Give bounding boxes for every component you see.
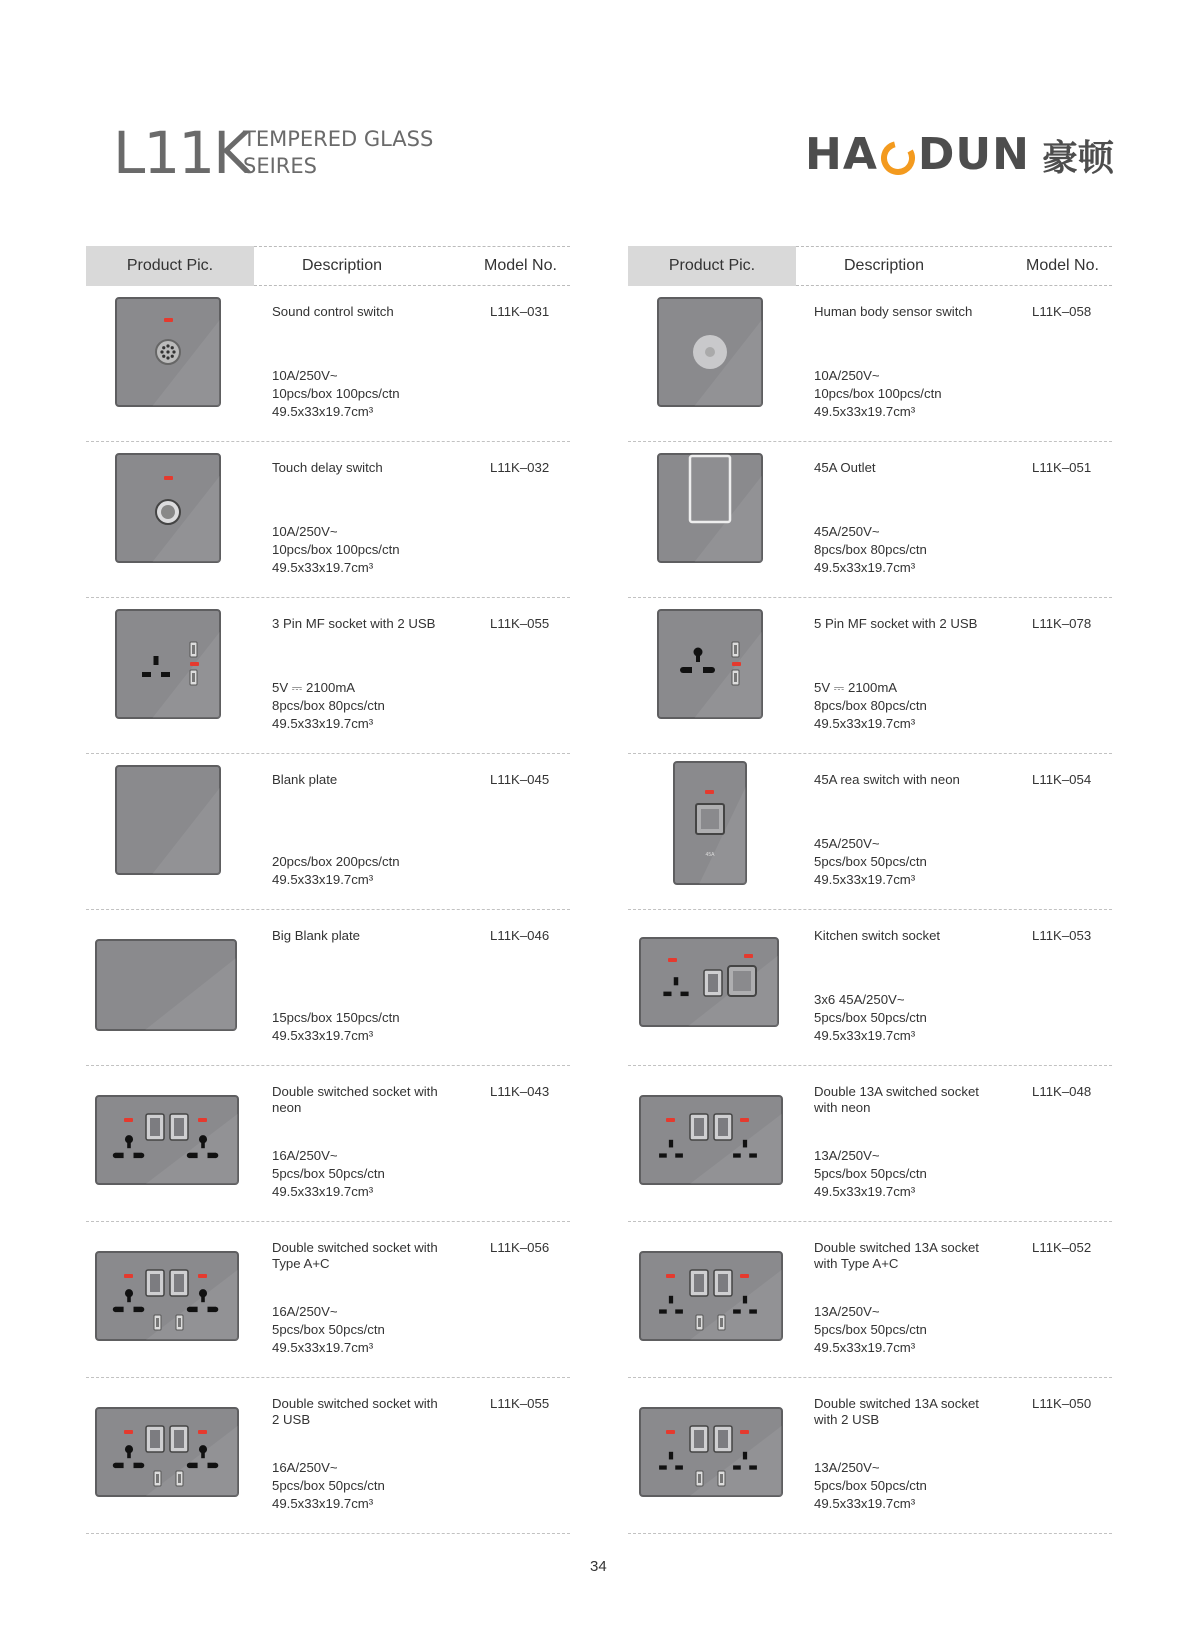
series-line-2: SEIRES (243, 154, 317, 178)
product-row (86, 910, 570, 1066)
spec-line: 5pcs/box 50pcs/ctn (814, 1322, 927, 1337)
spec-line: 49.5x33x19.7cm³ (814, 872, 916, 887)
header-product-pic: Product Pic. (628, 246, 796, 286)
spec-line: 15pcs/box 150pcs/ctn (272, 1010, 400, 1025)
spec-line: 49.5x33x19.7cm³ (272, 716, 374, 731)
product-spec (814, 991, 927, 1045)
spec-line: 49.5x33x19.7cm³ (814, 1340, 916, 1355)
spec-line: 49.5x33x19.7cm³ (272, 404, 374, 419)
spec-line: 5pcs/box 50pcs/ctn (272, 1478, 385, 1493)
product-description: Double switched socket with 2 USB (272, 1396, 438, 1427)
spec-line: 49.5x33x19.7cm³ (814, 560, 916, 575)
product-spec (814, 835, 927, 889)
double-13a-socket-icon (628, 1066, 796, 1221)
spec-line: 5V ⎓ 2100mA (814, 680, 898, 695)
product-model-no: L11K–048 (1032, 1084, 1092, 1099)
spec-line: 5pcs/box 50pcs/ctn (814, 1010, 927, 1025)
spec-line: 49.5x33x19.7cm³ (814, 1184, 916, 1199)
spec-line: 49.5x33x19.7cm³ (272, 872, 374, 887)
spec-line: 5pcs/box 50pcs/ctn (814, 1166, 927, 1181)
spec-line: 8pcs/box 80pcs/ctn (814, 698, 927, 713)
product-spec (814, 523, 927, 577)
spec-line: 20pcs/box 200pcs/ctn (272, 854, 400, 869)
product-description: Touch delay switch (272, 460, 383, 475)
product-spec (272, 1303, 385, 1357)
double-socket-usb-icon (86, 1378, 254, 1533)
spec-line: 49.5x33x19.7cm³ (814, 1496, 916, 1511)
spec-line: 13A/250V~ (814, 1304, 880, 1319)
blank-plate-icon (86, 754, 254, 909)
spec-line: 49.5x33x19.7cm³ (272, 1184, 374, 1199)
product-description: 3 Pin MF socket with 2 USB (272, 616, 436, 631)
spec-line: 49.5x33x19.7cm³ (272, 1496, 374, 1511)
product-spec (814, 1303, 927, 1357)
switch-45a-icon (628, 754, 796, 909)
product-spec (272, 1459, 385, 1513)
svg-text:45A: 45A (705, 852, 715, 858)
spec-line: 5pcs/box 50pcs/ctn (272, 1322, 385, 1337)
product-model-no: L11K–050 (1032, 1396, 1092, 1411)
touch-delay-switch-icon (86, 442, 254, 597)
product-model-no: L11K–055 (490, 616, 550, 631)
product-description: Double switched socket with Type A+C (272, 1240, 438, 1271)
spec-line: 45A/250V~ (814, 524, 880, 539)
product-spec (272, 679, 385, 733)
product-model-no: L11K–045 (490, 772, 550, 787)
product-spec (814, 1147, 927, 1201)
spec-line: 5V ⎓ 2100mA (272, 680, 356, 695)
brand-chinese: 豪顿 (1041, 137, 1114, 179)
spec-line: 8pcs/box 80pcs/ctn (272, 698, 385, 713)
product-row (628, 754, 1112, 910)
spec-line: 49.5x33x19.7cm³ (272, 1340, 374, 1355)
product-model-no: L11K–032 (490, 460, 550, 475)
table-header (86, 246, 570, 286)
spec-line: 13A/250V~ (814, 1460, 880, 1475)
spec-line: 49.5x33x19.7cm³ (814, 716, 916, 731)
product-spec (814, 1459, 927, 1513)
spec-line: 49.5x33x19.7cm³ (814, 404, 916, 419)
spec-line: 16A/250V~ (272, 1460, 338, 1475)
spec-line: 13A/250V~ (814, 1148, 880, 1163)
product-spec (814, 367, 942, 421)
spec-line: 10pcs/box 100pcs/ctn (272, 386, 400, 401)
double-socket-icon (86, 1066, 254, 1221)
big-blank-plate-icon (86, 910, 254, 1065)
spec-line: 5pcs/box 50pcs/ctn (814, 1478, 927, 1493)
product-model-no: L11K–054 (1032, 772, 1092, 787)
product-spec (272, 523, 400, 577)
product-model-no: L11K–053 (1032, 928, 1092, 943)
spec-line: 5pcs/box 50pcs/ctn (814, 854, 927, 869)
product-row (628, 1378, 1112, 1534)
spec-line: 45A/250V~ (814, 836, 880, 851)
product-description: 45A rea switch with neon (814, 772, 960, 787)
product-row (86, 1222, 570, 1378)
product-model-no: L11K–052 (1032, 1240, 1092, 1255)
brand-text-start: HA (805, 129, 878, 180)
spec-line: 8pcs/box 80pcs/ctn (814, 542, 927, 557)
spec-line: 5pcs/box 50pcs/ctn (272, 1166, 385, 1181)
product-description: Kitchen switch socket (814, 928, 941, 943)
spec-line: 10A/250V~ (272, 524, 338, 539)
product-row (86, 598, 570, 754)
product-description: Double switched socket with neon (272, 1084, 438, 1115)
header-description: Description (302, 257, 383, 274)
header-description: Description (844, 257, 925, 274)
product-model-no: L11K–055 (490, 1396, 550, 1411)
spec-line: 10pcs/box 100pcs/ctn (814, 386, 942, 401)
kitchen-socket-icon (628, 910, 796, 1065)
product-model-no: L11K–046 (490, 928, 550, 943)
product-row (628, 1222, 1112, 1378)
spec-line: 10pcs/box 100pcs/ctn (272, 542, 400, 557)
header-model-no: Model No. (484, 257, 557, 274)
product-spec (272, 853, 400, 889)
product-spec (272, 1009, 400, 1045)
page-number: 34 (590, 1558, 607, 1575)
product-table-left (86, 246, 570, 1534)
sensor-switch-icon (628, 286, 796, 441)
product-spec (272, 1147, 385, 1201)
spec-line: 10A/250V~ (272, 368, 338, 383)
spec-line: 16A/250V~ (272, 1304, 338, 1319)
series-subtitle (243, 126, 433, 180)
product-row (628, 442, 1112, 598)
product-row (628, 910, 1112, 1066)
spec-line: 49.5x33x19.7cm³ (272, 560, 374, 575)
product-row (86, 286, 570, 442)
product-spec (814, 679, 927, 733)
spec-line: 16A/250V~ (272, 1148, 338, 1163)
brand-text-end: DUN (917, 129, 1030, 180)
product-spec (272, 367, 400, 421)
product-description: Blank plate (272, 772, 338, 787)
spec-line: 3x6 45A/250V~ (814, 992, 905, 1007)
product-row (86, 442, 570, 598)
spec-line: 10A/250V~ (814, 368, 880, 383)
product-model-no: L11K–051 (1032, 460, 1092, 475)
product-model-no: L11K–056 (490, 1240, 550, 1255)
product-description: Double switched 13A socket with 2 USB (814, 1396, 979, 1427)
sound-control-switch-icon (86, 286, 254, 441)
double-socket-usb-icon (86, 1222, 254, 1377)
product-model-no: L11K–078 (1032, 616, 1092, 631)
product-description: Double 13A switched socket with neon (814, 1084, 979, 1115)
series-code: L11K (113, 119, 250, 187)
product-row (628, 598, 1112, 754)
product-description: Big Blank plate (272, 928, 360, 943)
header-product-pic: Product Pic. (86, 246, 254, 286)
outlet-45a-icon (628, 442, 796, 597)
double-13a-socket-usb-icon (628, 1222, 796, 1377)
usb-socket-5pin-icon (628, 598, 796, 753)
product-table-right (628, 246, 1112, 1534)
product-row (86, 1066, 570, 1222)
usb-socket-icon (86, 598, 254, 753)
product-model-no: L11K–031 (490, 304, 550, 319)
table-header (628, 246, 1112, 286)
series-line-1: TEMPERED GLASS (243, 127, 434, 151)
product-description: Sound control switch (272, 304, 394, 319)
spec-line: 49.5x33x19.7cm³ (272, 1028, 374, 1043)
brand-o-icon (880, 137, 916, 173)
product-model-no: L11K–043 (490, 1084, 550, 1099)
header-model-no: Model No. (1026, 257, 1099, 274)
product-description: 45A Outlet (814, 460, 876, 475)
brand-logo (805, 130, 1114, 180)
product-row (628, 286, 1112, 442)
product-description: Human body sensor switch (814, 304, 973, 319)
product-description: Double switched 13A socket with Type A+C (814, 1240, 979, 1271)
product-row (86, 1378, 570, 1534)
product-row (86, 754, 570, 910)
spec-line: 49.5x33x19.7cm³ (814, 1028, 916, 1043)
product-row (628, 1066, 1112, 1222)
double-13a-socket-usb-icon (628, 1378, 796, 1533)
product-description: 5 Pin MF socket with 2 USB (814, 616, 978, 631)
product-model-no: L11K–058 (1032, 304, 1092, 319)
